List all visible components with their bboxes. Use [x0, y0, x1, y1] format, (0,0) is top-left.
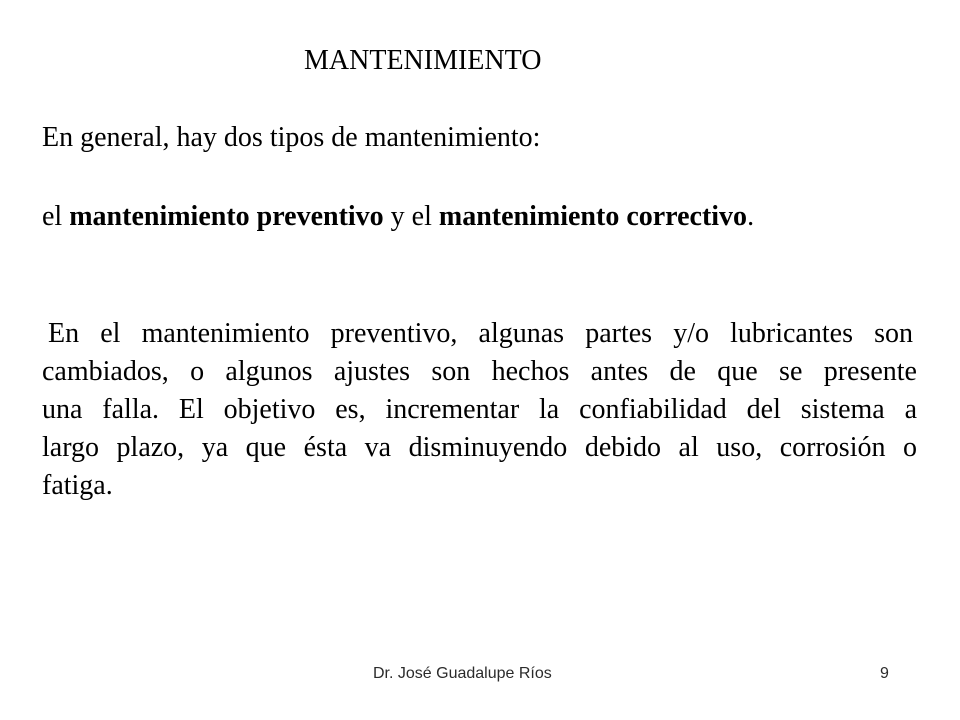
types-suffix: .	[747, 201, 755, 232]
paragraph-line: fatiga.	[42, 470, 113, 501]
corrective-maintenance-term: mantenimiento correctivo	[438, 201, 748, 232]
types-prefix: el	[42, 201, 70, 232]
preventive-description-paragraph	[42, 315, 917, 505]
footer-author: Dr. José Guadalupe Ríos	[373, 665, 552, 682]
paragraph-line: una falla. El objetivo es, incrementar la confiabilidad del sistema a	[42, 394, 917, 425]
paragraph-line: cambiados, o algunos ajustes son hechos antes de que se presente	[42, 356, 917, 387]
page-number: 9	[880, 665, 889, 682]
paragraph-line: largo plazo, ya que ésta va disminuyendo debido al uso, corrosión o	[42, 432, 917, 463]
preventive-maintenance-term: mantenimiento preventivo	[69, 201, 384, 232]
maintenance-types-line	[42, 200, 754, 234]
slide-title: MANTENIMIENTO	[304, 45, 542, 76]
intro-text: En general, hay dos tipos de mantenimiento:	[42, 122, 541, 153]
paragraph-line: En el mantenimiento preventivo, algunas partes y/o lubricantes son	[48, 318, 913, 349]
types-middle: y el	[383, 201, 439, 232]
